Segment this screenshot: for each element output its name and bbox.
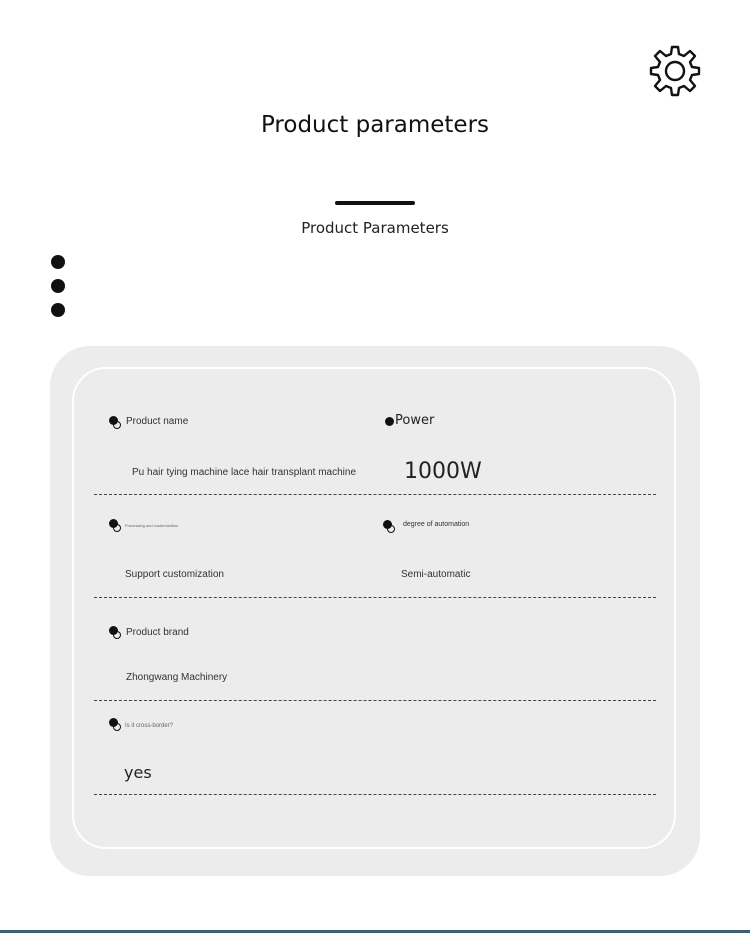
page-title: Product parameters bbox=[260, 112, 490, 138]
dot-pair-icon bbox=[383, 520, 399, 534]
cross-border-value: yes bbox=[124, 763, 152, 782]
dot-icon bbox=[385, 417, 394, 426]
power-value: 1000W bbox=[404, 459, 482, 484]
automation-label: degree of automation bbox=[403, 521, 470, 528]
row-divider bbox=[94, 700, 656, 701]
section-subtitle: Product Parameters bbox=[301, 219, 449, 237]
product-name-label: Product name bbox=[126, 416, 189, 427]
bullet-dot-icon bbox=[51, 255, 65, 269]
cross-border-label: Is it cross-border? bbox=[125, 723, 174, 729]
dot-pair-icon bbox=[109, 626, 125, 640]
bullet-dot-icon bbox=[51, 279, 65, 293]
product-name-value: Pu hair tying machine lace hair transplant machine bbox=[132, 467, 357, 478]
bullet-list bbox=[51, 255, 65, 327]
dot-pair-icon bbox=[109, 718, 125, 732]
title-divider bbox=[335, 201, 415, 205]
brand-value: Zhongwang Machinery bbox=[126, 672, 228, 683]
row-divider bbox=[94, 597, 656, 598]
brand-label: Product brand bbox=[126, 627, 189, 638]
parameters-card-inner bbox=[72, 367, 676, 849]
gear-icon[interactable] bbox=[648, 44, 702, 98]
row-divider bbox=[94, 494, 656, 495]
bullet-dot-icon bbox=[51, 303, 65, 317]
dot-pair-icon bbox=[109, 416, 125, 430]
automation-value: Semi-automatic bbox=[401, 569, 471, 580]
row-divider bbox=[94, 794, 656, 795]
power-label: Power bbox=[395, 413, 435, 428]
customization-value: Support customization bbox=[125, 569, 224, 580]
dot-pair-icon bbox=[109, 519, 125, 533]
customization-label: Processing and customization bbox=[125, 523, 179, 528]
